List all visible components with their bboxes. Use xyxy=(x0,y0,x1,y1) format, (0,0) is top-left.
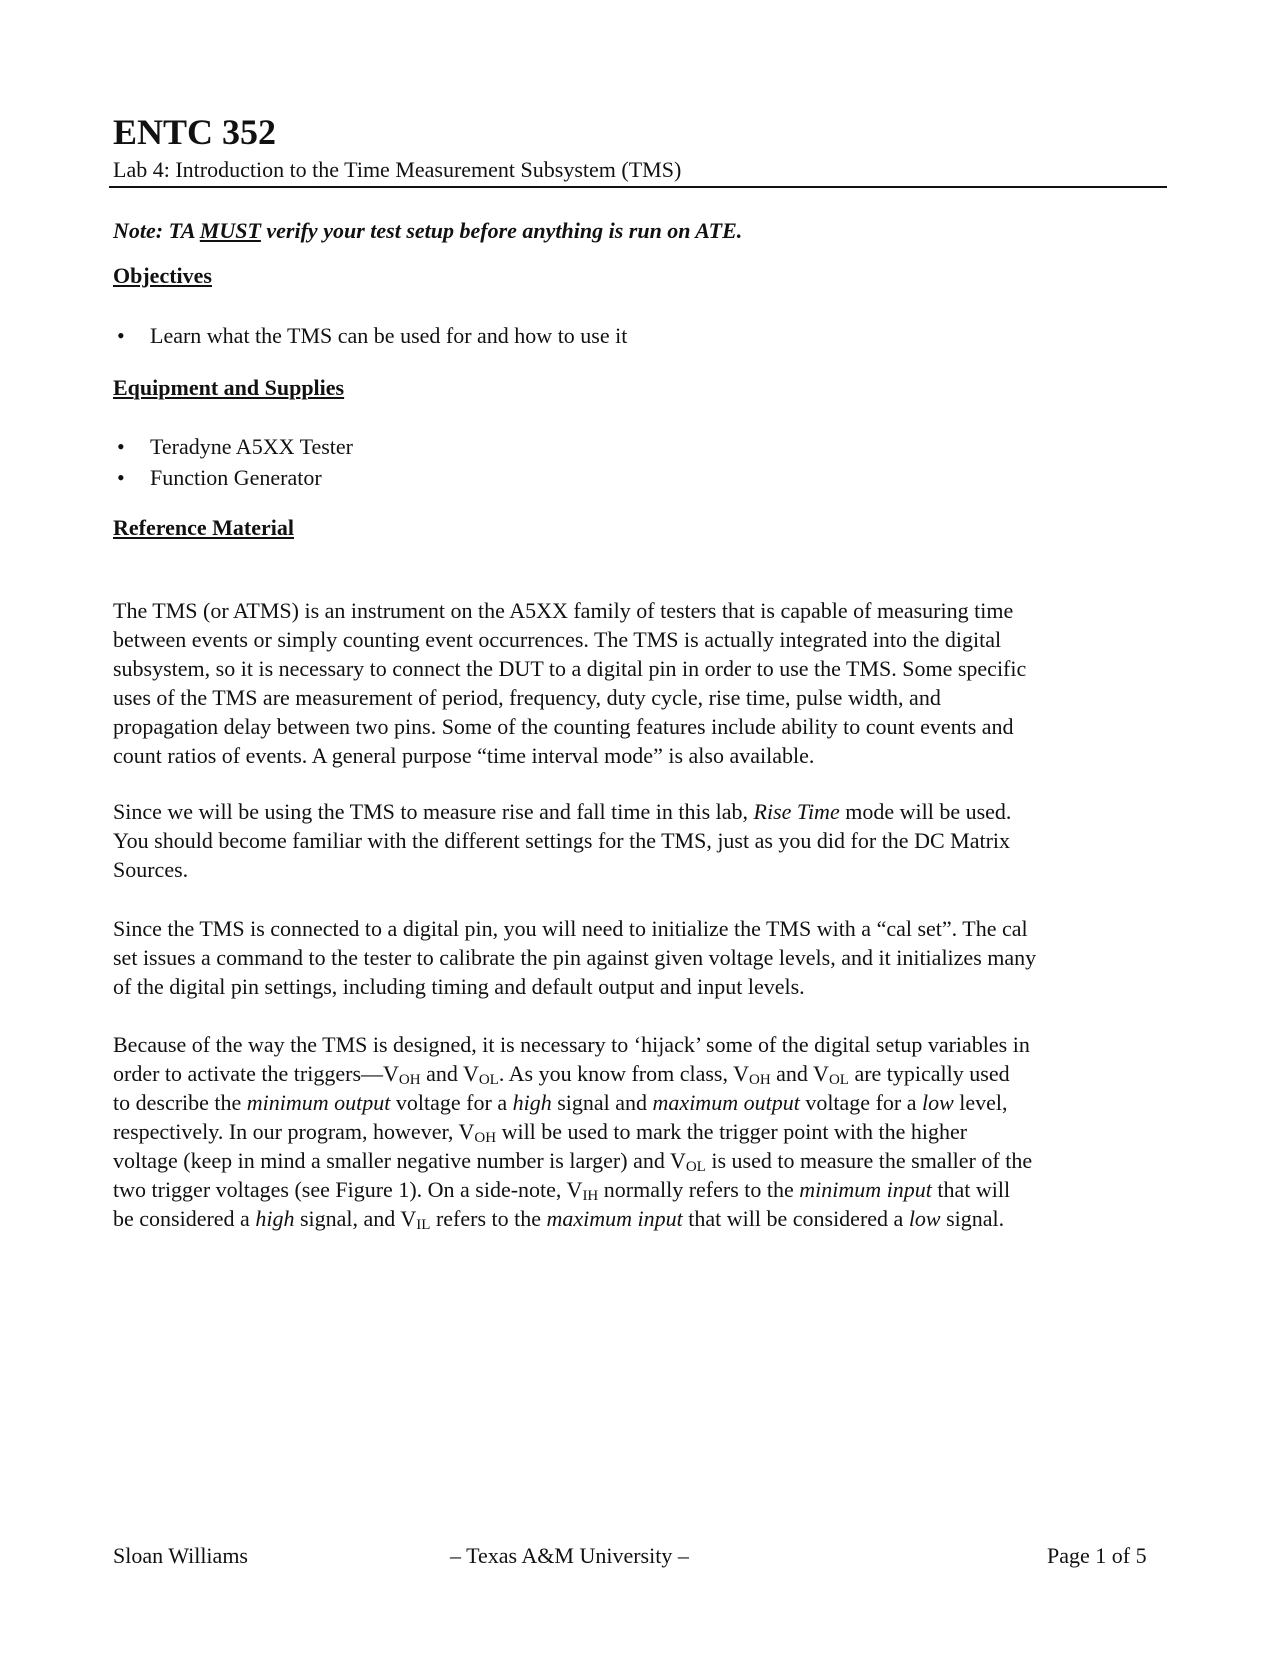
header-rule xyxy=(109,186,1167,188)
paragraph-cal-set: Since the TMS is connected to a digital pin, you will need to initialize the TMS with a “cal set”. The cal set issues a command to the tester to calibrate the pin against given voltage levels, and it initializes many of the digital pin settings, including timing and default output and input levels. xyxy=(113,916,1037,999)
note-emphasis: MUST xyxy=(199,218,261,243)
bullet-icon: • xyxy=(117,323,125,348)
bullet-icon: • xyxy=(117,434,125,459)
ta-note xyxy=(113,218,742,244)
list-item: • Learn what the TMS can be used for and how to use it xyxy=(113,320,627,351)
list-item: • Function Generator xyxy=(113,462,353,493)
course-title: ENTC 352 xyxy=(113,112,277,152)
note-prefix: Note: TA xyxy=(113,218,200,243)
footer-institution: – Texas A&M University – xyxy=(450,1543,689,1568)
equipment-heading: Equipment and Supplies xyxy=(113,375,345,400)
reference-heading: Reference Material xyxy=(113,515,294,540)
paragraph-tms-overview: The TMS (or ATMS) is an instrument on the A5XX family of testers that is capable of measuring time between events or simply counting event occurrences. The TMS is actually integrated into the digital subsystem, so it is necessary to connect the DUT to a digital pin in order to use the TMS. Some specific uses of the TMS are measurement of period, frequency, duty cycle, rise time, pulse width, and propagation delay between two pins. Some of the counting features include ability to count events and count ratios of events. A general purpose “time interval mode” is also available. xyxy=(113,598,1027,768)
footer-author: Sloan Williams xyxy=(113,1543,248,1568)
objectives-heading: Objectives xyxy=(113,263,212,288)
paragraph-triggers: Because of the way the TMS is designed, it is necessary to ‘hijack’ some of the digital setup variables in order to activate the $triggers—V_{OH}$ and $V_{OL}$. As you know from class, $V_{OH}$ and $V_{OL}$ are typically used to describe the minimum output voltage for a high signal and maximum output voltage for a low level, respectively. In our program, however, $V_{OH}$ will be used to mark the trigger point with the higher voltage (keep in mind a smaller negative number is larger) and $V_{OL}$ is used to measure the smaller of the two trigger voltages (see Figure 1). On a side-note, $V_{IH}$ normally refers to the minimum input that will be considered a high signal, and $V_{IL}$ refers to the maximum input that will be considered a low signal. xyxy=(113,1032,1033,1233)
list-item: • Teradyne A5XX Tester xyxy=(113,431,353,462)
note-suffix: verify your test setup before anything is run on ATE. xyxy=(260,218,743,243)
bullet-icon: • xyxy=(117,465,125,490)
equipment-list xyxy=(113,431,353,493)
objectives-list xyxy=(113,320,627,351)
footer-page-number: Page 1 of 5 xyxy=(1047,1543,1147,1568)
lab-subtitle: Lab 4: Introduction to the Time Measurement Subsystem (TMS) xyxy=(113,157,682,182)
paragraph-rise-time: Since we will be using the TMS to measure rise and fall time in this lab, Rise Time mode will be used. You should become familiar with the different settings for the TMS, just as you did for the DC Matrix Sources. xyxy=(113,799,1012,882)
